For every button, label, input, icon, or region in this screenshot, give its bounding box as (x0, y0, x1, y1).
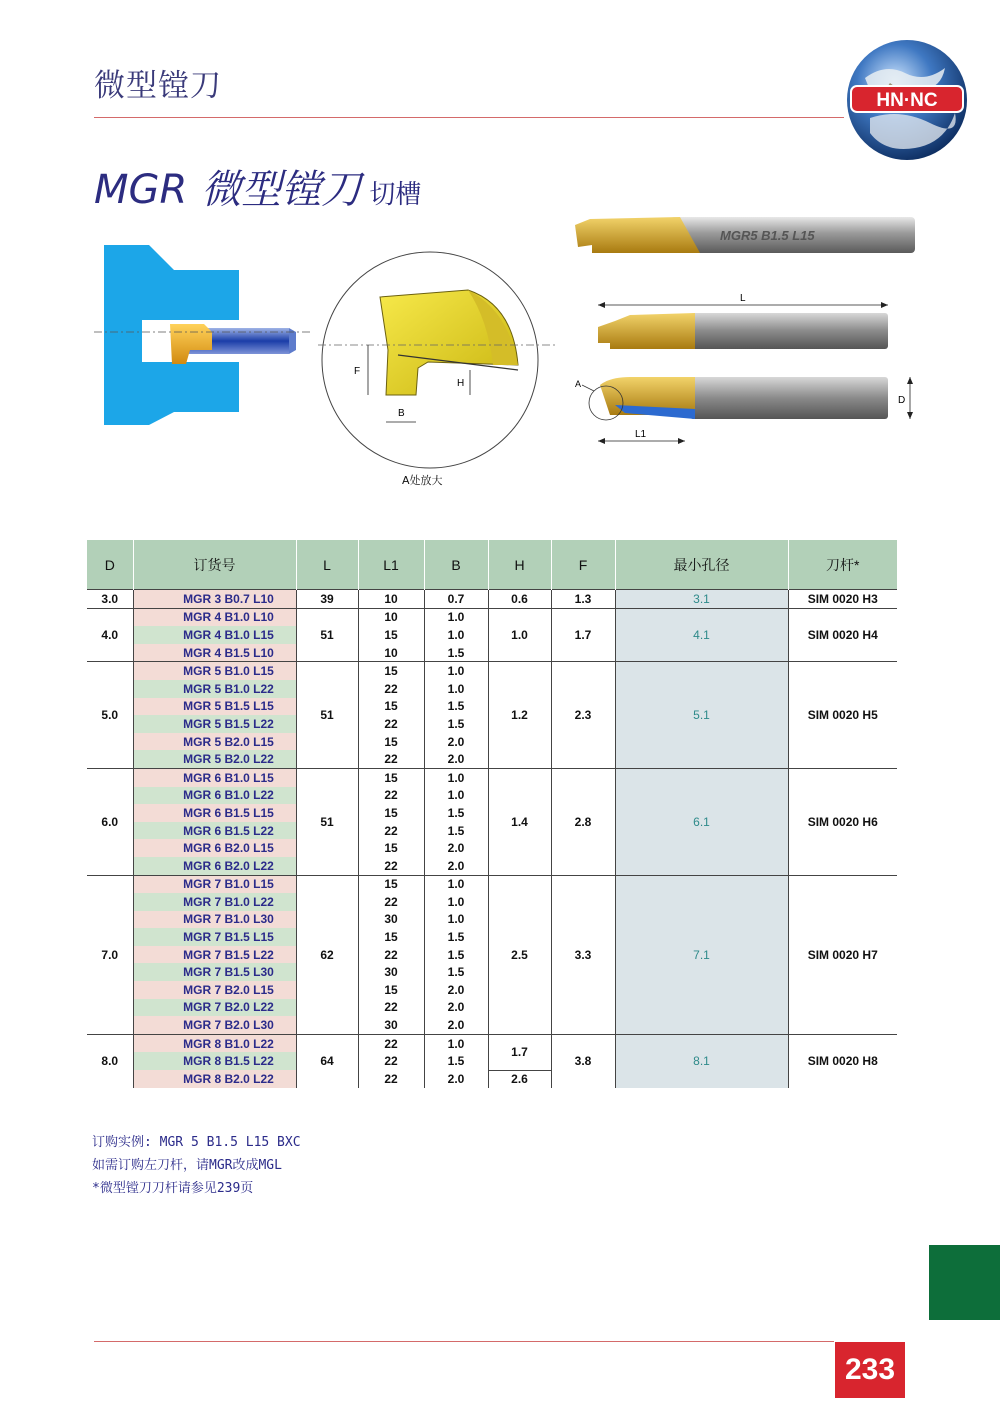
col-header: 订货号 (133, 540, 296, 590)
cell-l: 62 (296, 875, 358, 1034)
cell-order-code: MGR 7 B1.5 L30 (133, 963, 296, 981)
zoom-caption: A处放大 (402, 474, 443, 487)
col-header: 刀杆* (788, 540, 897, 590)
cell-f: 2.3 (551, 662, 615, 769)
cell-l1: 15 (358, 804, 424, 822)
cell-order-code: MGR 7 B1.0 L22 (133, 893, 296, 911)
tool-photo (570, 215, 915, 257)
cell-order-code: MGR 6 B2.0 L15 (133, 839, 296, 857)
cell-order-code: MGR 4 B1.0 L10 (133, 608, 296, 626)
col-header: H (488, 540, 551, 590)
cell-order-code: MGR 6 B1.5 L15 (133, 804, 296, 822)
product-subtitle: 切槽 (369, 180, 422, 210)
cell-l: 51 (296, 768, 358, 875)
cell-f: 3.3 (551, 875, 615, 1034)
cell-b: 1.5 (424, 946, 488, 964)
cell-order-code: MGR 7 B2.0 L30 (133, 1016, 296, 1034)
cell-l1: 10 (358, 608, 424, 626)
cell-h: 2.5 (488, 875, 551, 1034)
cell-b: 2.0 (424, 1016, 488, 1034)
dim-H-label: H (457, 378, 465, 389)
cell-l: 51 (296, 608, 358, 662)
dim-L1-label: L1 (635, 429, 647, 440)
cell-l1: 15 (358, 839, 424, 857)
cell-min-hole: 8.1 (615, 1034, 788, 1088)
cell-b: 2.0 (424, 981, 488, 999)
tool-marking: MGR5 B1.5 L15 (720, 228, 815, 243)
cell-min-hole: 5.1 (615, 662, 788, 769)
cell-min-hole: 7.1 (615, 875, 788, 1034)
cell-b: 1.0 (424, 662, 488, 680)
cell-b: 1.0 (424, 1034, 488, 1052)
cell-b: 1.0 (424, 768, 488, 786)
header-divider (94, 117, 844, 118)
cell-holder: SIM 0020 H3 (788, 590, 897, 609)
cell-holder: SIM 0020 H4 (788, 608, 897, 662)
cell-b: 2.0 (424, 999, 488, 1017)
page-number: 233 (835, 1342, 905, 1398)
cell-order-code: MGR 8 B2.0 L22 (133, 1070, 296, 1088)
cell-min-hole: 4.1 (615, 608, 788, 662)
cell-d: 8.0 (87, 1034, 133, 1088)
cell-holder: SIM 0020 H6 (788, 768, 897, 875)
cell-order-code: MGR 6 B2.0 L22 (133, 857, 296, 875)
dim-F-label: F (354, 366, 361, 377)
zoom-detail-diagram (318, 250, 558, 472)
cell-order-code: MGR 7 B1.0 L30 (133, 911, 296, 929)
cell-h: 2.6 (488, 1070, 551, 1088)
cell-order-code: MGR 5 B1.0 L15 (133, 662, 296, 680)
logo-text: HN·NC (876, 90, 938, 111)
cell-b: 2.0 (424, 733, 488, 751)
col-header: D (87, 540, 133, 590)
cell-h: 1.2 (488, 662, 551, 769)
cell-l1: 22 (358, 1052, 424, 1070)
cell-b: 2.0 (424, 857, 488, 875)
cell-f: 1.7 (551, 608, 615, 662)
cell-order-code: MGR 4 B1.5 L10 (133, 644, 296, 662)
cell-l1: 22 (358, 750, 424, 768)
order-notes (92, 1131, 301, 1200)
cell-order-code: MGR 4 B1.0 L15 (133, 626, 296, 644)
cell-l1: 22 (358, 680, 424, 698)
cell-b: 1.0 (424, 608, 488, 626)
cell-f: 1.3 (551, 590, 615, 609)
cell-b: 1.5 (424, 1052, 488, 1070)
cell-b: 1.0 (424, 680, 488, 698)
cell-d: 7.0 (87, 875, 133, 1034)
cell-d: 5.0 (87, 662, 133, 769)
section-title: 微型镗刀 (94, 68, 222, 104)
cell-b: 1.5 (424, 698, 488, 716)
cell-order-code: MGR 7 B1.5 L15 (133, 928, 296, 946)
product-name: 微型镗刀 (201, 167, 362, 213)
cell-l1: 22 (358, 946, 424, 964)
cell-b: 1.0 (424, 875, 488, 893)
cell-b: 1.5 (424, 822, 488, 840)
cell-b: 2.0 (424, 1070, 488, 1088)
cell-order-code: MGR 6 B1.5 L22 (133, 822, 296, 840)
cell-l1: 15 (358, 768, 424, 786)
note-line: *微型镗刀刀杆请参见239页 (92, 1181, 254, 1196)
dim-B-label: B (398, 408, 405, 419)
cell-order-code: MGR 5 B2.0 L22 (133, 750, 296, 768)
table-header-row (87, 540, 897, 590)
cell-order-code: MGR 8 B1.0 L22 (133, 1034, 296, 1052)
cell-l1: 15 (358, 626, 424, 644)
cell-holder: SIM 0020 H8 (788, 1034, 897, 1088)
cell-b: 1.5 (424, 715, 488, 733)
table-row (87, 608, 897, 626)
cell-b: 1.0 (424, 787, 488, 805)
cell-l1: 30 (358, 1016, 424, 1034)
cell-b: 1.5 (424, 644, 488, 662)
cell-l1: 22 (358, 822, 424, 840)
cell-l: 64 (296, 1034, 358, 1088)
cell-order-code: MGR 6 B1.0 L15 (133, 768, 296, 786)
cell-b: 1.0 (424, 911, 488, 929)
cell-order-code: MGR 5 B1.5 L15 (133, 698, 296, 716)
cell-holder: SIM 0020 H5 (788, 662, 897, 769)
table-row (87, 662, 897, 680)
table-row (87, 590, 897, 609)
cell-l1: 30 (358, 911, 424, 929)
cell-l1: 15 (358, 875, 424, 893)
cell-l1: 22 (358, 1034, 424, 1052)
note-line: 如需订购左刀杆，请MGR改成MGL (92, 1158, 282, 1173)
cell-l1: 15 (358, 928, 424, 946)
col-header: 最小孔径 (615, 540, 788, 590)
cell-order-code: MGR 5 B1.5 L22 (133, 715, 296, 733)
cell-l1: 15 (358, 981, 424, 999)
cell-l: 51 (296, 662, 358, 769)
table-row (87, 875, 897, 893)
cell-order-code: MGR 3 B0.7 L10 (133, 590, 296, 609)
cell-order-code: MGR 6 B1.0 L22 (133, 787, 296, 805)
footer-divider (94, 1341, 834, 1342)
cell-b: 2.0 (424, 839, 488, 857)
cell-h: 1.0 (488, 608, 551, 662)
cell-b: 1.5 (424, 928, 488, 946)
cell-l1: 22 (358, 787, 424, 805)
cell-b: 1.0 (424, 626, 488, 644)
cell-l1: 15 (358, 733, 424, 751)
note-line: 订购实例: MGR 5 B1.5 L15 BXC (92, 1135, 301, 1150)
col-header: F (551, 540, 615, 590)
cell-l1: 22 (358, 999, 424, 1017)
cell-order-code: MGR 7 B2.0 L22 (133, 999, 296, 1017)
cell-order-code: MGR 5 B2.0 L15 (133, 733, 296, 751)
cell-b: 1.5 (424, 963, 488, 981)
spec-table (87, 540, 897, 1088)
cell-l1: 22 (358, 893, 424, 911)
cell-order-code: MGR 7 B1.5 L22 (133, 946, 296, 964)
cell-holder: SIM 0020 H7 (788, 875, 897, 1034)
cell-f: 2.8 (551, 768, 615, 875)
brand-logo (845, 38, 969, 162)
cell-min-hole: 6.1 (615, 768, 788, 875)
cell-l1: 15 (358, 662, 424, 680)
cell-order-code: MGR 5 B1.0 L22 (133, 680, 296, 698)
cell-order-code: MGR 7 B1.0 L15 (133, 875, 296, 893)
cell-b: 2.0 (424, 750, 488, 768)
table-row (87, 768, 897, 786)
cell-min-hole: 3.1 (615, 590, 788, 609)
tool-dimension-drawing (570, 285, 920, 455)
cell-l1: 10 (358, 590, 424, 609)
dim-L-label: L (740, 293, 746, 304)
section-tab (929, 1245, 1000, 1320)
dim-A-label: A (575, 379, 582, 389)
cell-order-code: MGR 7 B2.0 L15 (133, 981, 296, 999)
table-row (87, 1034, 897, 1052)
cell-b: 1.0 (424, 893, 488, 911)
cell-h: 1.4 (488, 768, 551, 875)
cell-h: 1.7 (488, 1034, 551, 1070)
col-header: L1 (358, 540, 424, 590)
product-title (94, 158, 421, 215)
cell-l1: 22 (358, 1070, 424, 1088)
cell-h: 0.6 (488, 590, 551, 609)
cell-d: 6.0 (87, 768, 133, 875)
col-header: L (296, 540, 358, 590)
cell-l1: 22 (358, 715, 424, 733)
cell-b: 1.5 (424, 804, 488, 822)
cell-l1: 10 (358, 644, 424, 662)
cell-l: 39 (296, 590, 358, 609)
dim-D-label: D (898, 395, 906, 406)
cell-l1: 30 (358, 963, 424, 981)
cell-b: 0.7 (424, 590, 488, 609)
product-model: MGR (94, 167, 188, 213)
bore-section-diagram (94, 240, 310, 430)
col-header: B (424, 540, 488, 590)
cell-d: 4.0 (87, 608, 133, 662)
cell-l1: 15 (358, 698, 424, 716)
cell-l1: 22 (358, 857, 424, 875)
cell-f: 3.8 (551, 1034, 615, 1088)
cell-order-code: MGR 8 B1.5 L22 (133, 1052, 296, 1070)
cell-d: 3.0 (87, 590, 133, 609)
